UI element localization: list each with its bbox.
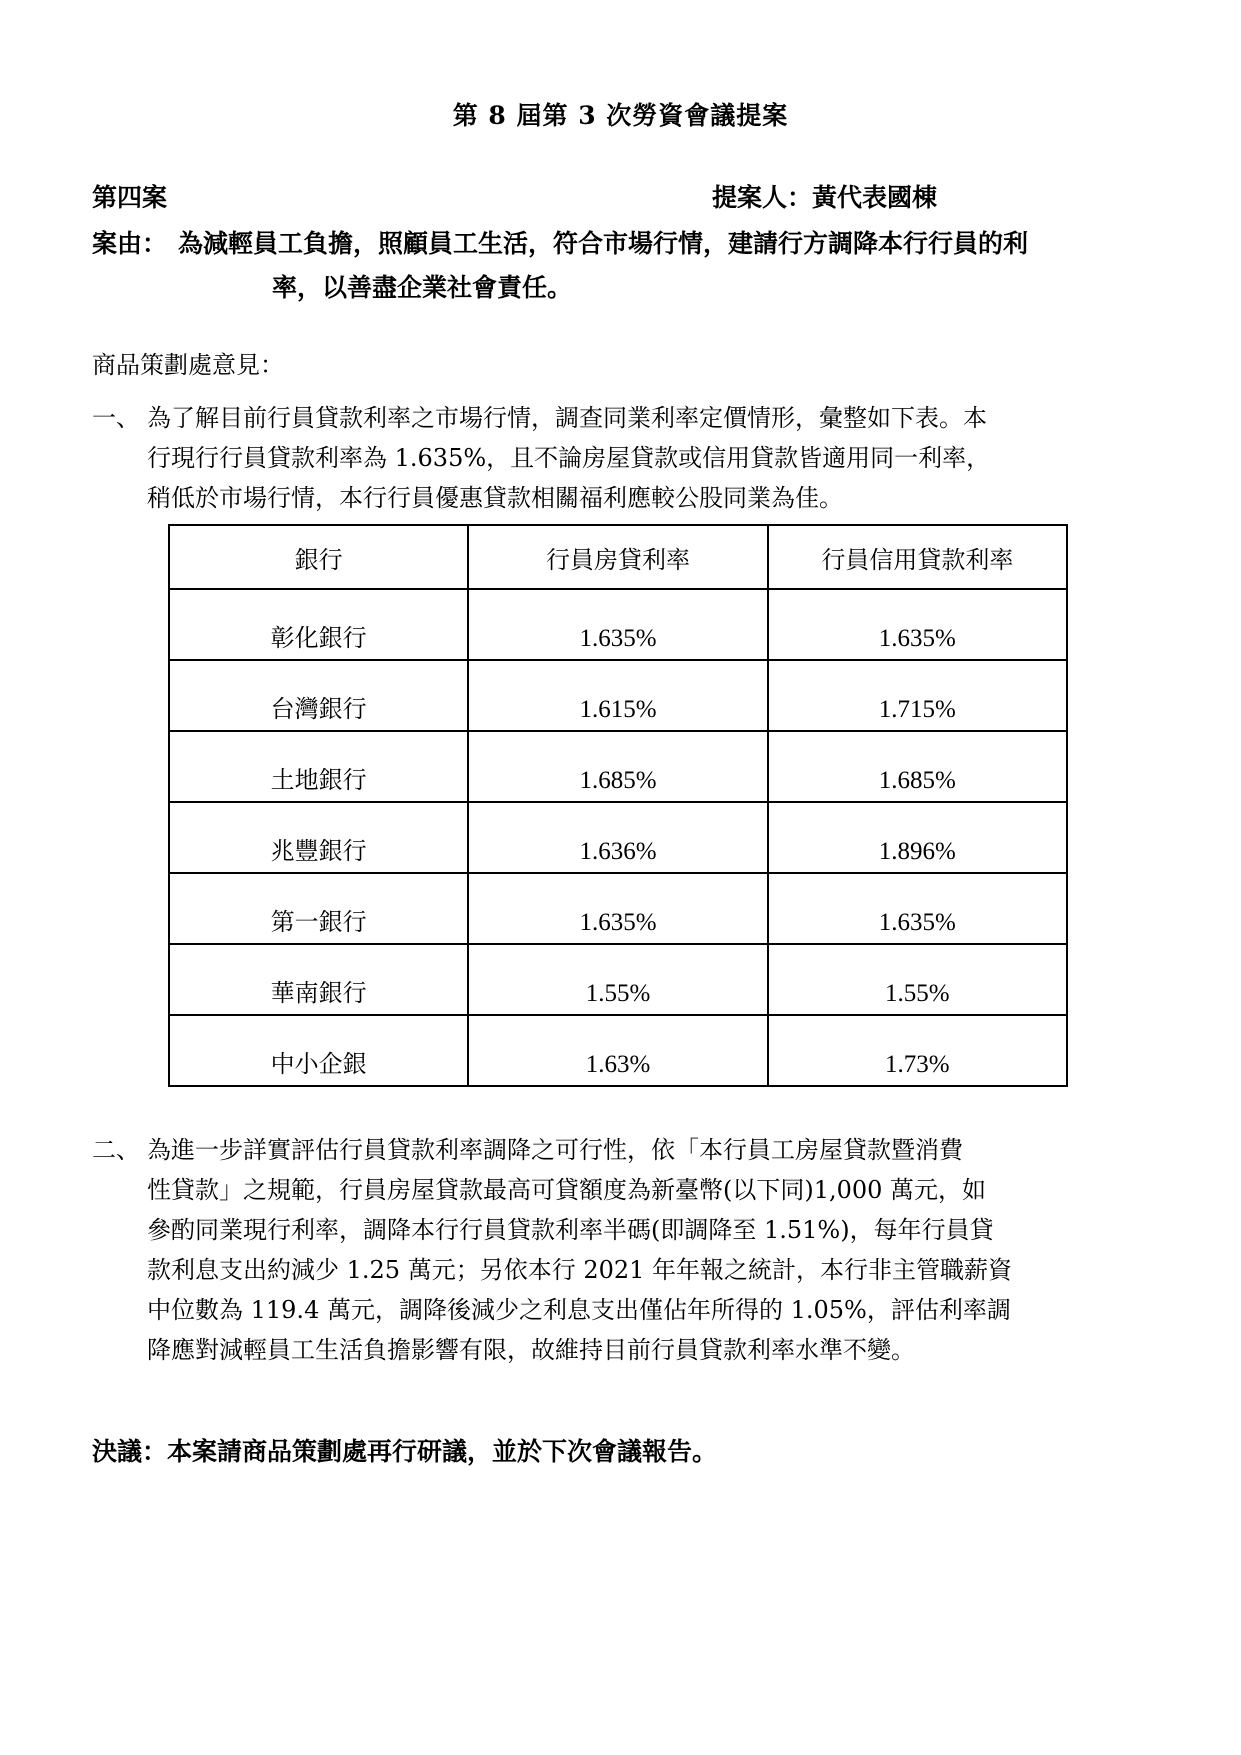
- column-header-bank: 銀行: [169, 525, 468, 589]
- table-row: [169, 802, 1067, 873]
- table-row: [169, 660, 1067, 731]
- bank-name: 台灣銀行: [169, 660, 468, 731]
- table-row: [169, 589, 1067, 660]
- table-row: [169, 731, 1067, 802]
- credit-loan-rate: 1.55%: [768, 944, 1067, 1015]
- case-reason-line-2: 率，以善盡企業社會責任。: [272, 273, 573, 302]
- credit-loan-rate: 1.896%: [768, 802, 1067, 873]
- item-2-line: 性貸款」之規範，行員房屋貸款最高可貸額度為新臺幣(以下同)1,000 萬元，如: [147, 1176, 987, 1204]
- table-header-row: [169, 525, 1067, 589]
- table-row: [169, 873, 1067, 944]
- case-reason-line-1: 為減輕員工負擔，照顧員工生活，符合市場行情，建請行方調降本行行員的利: [178, 229, 1029, 258]
- mortgage-rate: 1.685%: [468, 731, 767, 802]
- mortgage-rate: 1.635%: [468, 873, 767, 944]
- item-2-line: 款利息支出約減少 1.25 萬元；另依本行 2021 年年報之統計，本行非主管職薪資: [147, 1256, 1013, 1284]
- bank-name: 中小企銀: [169, 1015, 468, 1086]
- item-1-line: 行現行行員貸款利率為 1.635%，且不論房屋貸款或信用貸款皆適用同一利率，: [147, 444, 991, 472]
- bank-name: 土地銀行: [169, 731, 468, 802]
- opinion-heading: 商品策劃處意見：: [92, 351, 284, 379]
- item-2-line: 中位數為 119.4 萬元，調降後減少之利息支出僅佔年所得的 1.05%，評估利率調: [147, 1296, 1011, 1324]
- mortgage-rate: 1.615%: [468, 660, 767, 731]
- item-2-line: 參酌同業現行利率，調降本行行員貸款利率半碼(即調降至 1.51%)，每年行員貸: [147, 1216, 994, 1244]
- credit-loan-rate: 1.715%: [768, 660, 1067, 731]
- mortgage-rate: 1.636%: [468, 802, 767, 873]
- credit-loan-rate: 1.635%: [768, 589, 1067, 660]
- table-row: [169, 944, 1067, 1015]
- mortgage-rate: 1.63%: [468, 1015, 767, 1086]
- mortgage-rate: 1.635%: [468, 589, 767, 660]
- table-row: [169, 1015, 1067, 1086]
- bank-name: 華南銀行: [169, 944, 468, 1015]
- column-header-mortgage-rate: 行員房貸利率: [468, 525, 767, 589]
- item-1-line: 稍低於市場行情，本行行員優惠貸款相關福利應較公股同業為佳。: [147, 484, 843, 512]
- item-2-number: 二、: [92, 1136, 140, 1164]
- bank-name: 第一銀行: [169, 873, 468, 944]
- column-header-credit-loan-rate: 行員信用貸款利率: [768, 525, 1067, 589]
- credit-loan-rate: 1.635%: [768, 873, 1067, 944]
- bank-name: 兆豐銀行: [169, 802, 468, 873]
- proposer: 提案人：黃代表國棟: [712, 183, 938, 212]
- bank-name: 彰化銀行: [169, 589, 468, 660]
- case-number: 第四案: [92, 183, 168, 212]
- mortgage-rate: 1.55%: [468, 944, 767, 1015]
- item-2-line: 為進一步詳實評估行員貸款利率調降之可行性，依「本行員工房屋貸款暨消費: [147, 1136, 963, 1164]
- opinion-item-2: [92, 1130, 1152, 1380]
- credit-loan-rate: 1.73%: [768, 1015, 1067, 1086]
- opinion-item-1: [92, 398, 1152, 528]
- document-title: 第 8 屆第 3 次勞資會議提案: [452, 101, 789, 130]
- case-reason-label: 案由：: [92, 229, 168, 258]
- rate-table: [168, 524, 1068, 1087]
- item-2-line: 降應對減輕員工生活負擔影響有限，故維持目前行員貸款利率水準不變。: [147, 1336, 915, 1364]
- item-1-number: 一、: [92, 404, 140, 432]
- credit-loan-rate: 1.685%: [768, 731, 1067, 802]
- item-1-line: 為了解目前行員貸款利率之市場行情，調查同業利率定價情形，彙整如下表。本: [147, 404, 987, 432]
- resolution: 決議：本案請商品策劃處再行研議，並於下次會議報告。: [92, 1437, 718, 1466]
